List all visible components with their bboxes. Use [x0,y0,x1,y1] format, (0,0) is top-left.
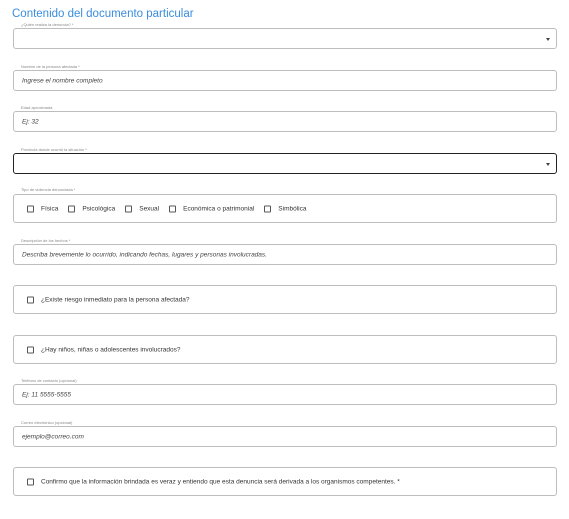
correo-input[interactable] [13,426,557,447]
checkbox-confirmo[interactable] [27,478,34,485]
checkbox-ninos[interactable] [27,346,34,353]
telefono-input[interactable] [13,384,557,405]
riesgo-group [13,285,557,314]
edad-input[interactable] [13,111,557,132]
option-sexual: Sexual [139,205,160,212]
option-fisica: Física [41,205,59,212]
quien-select[interactable] [13,28,557,49]
form-title: Contenido del documento particular [12,8,194,20]
checkbox-fisica[interactable] [27,205,34,212]
ninos-label: ¿Hay niños, niñas o adolescentes involucrados? [41,346,181,353]
nombre-label: Nombre de la persona afectada * [21,64,80,69]
riesgo-label: ¿Existe riesgo inmediato para la persona afectada? [41,296,190,303]
edad-label: Edad aproximada [21,105,53,110]
descripcion-label: Descripción de los hechos * [21,238,71,243]
correo-placeholder: ejemplo@correo.com [22,433,84,440]
option-economica: Económica o patrimonial [183,205,255,212]
provincia-select[interactable] [13,153,557,174]
chevron-down-icon [546,38,550,41]
checkbox-simbolica[interactable] [264,205,271,212]
checkbox-sexual[interactable] [125,205,132,212]
telefono-placeholder: Ej: 11 5555-5555 [22,391,72,398]
option-simbolica: Simbólica [278,205,307,212]
provincia-label: Provincia donde ocurrió la situación * [21,147,87,152]
descripcion-textarea[interactable] [13,244,557,265]
descripcion-placeholder: Describa brevemente lo ocurrido, indicando fechas, lugares y personas involucradas. [22,251,267,258]
chevron-down-icon [546,163,550,166]
telefono-label: Teléfono de contacto (opcional) [21,378,77,383]
nombre-placeholder: Ingrese el nombre completo [22,77,103,84]
edad-placeholder: Ej: 32 [22,118,39,125]
option-psicologica: Psicológica [82,205,116,212]
checkbox-riesgo[interactable] [27,296,34,303]
confirmo-group [13,467,557,496]
quien-label: ¿Quién realiza la denuncia? * [21,22,74,27]
violencia-label: Tipo de violencia denunciada * [21,187,76,192]
nombre-input[interactable] [13,70,557,91]
checkbox-economica[interactable] [169,205,176,212]
checkbox-psicologica[interactable] [68,205,75,212]
correo-label: Correo electrónico (opcional) [21,420,73,425]
confirmo-label: Confirmo que la información brindada es veraz y entiendo que esta denuncia será derivada a los organismos competentes. * [41,478,400,485]
ninos-group [13,335,557,364]
violencia-group [13,194,557,223]
